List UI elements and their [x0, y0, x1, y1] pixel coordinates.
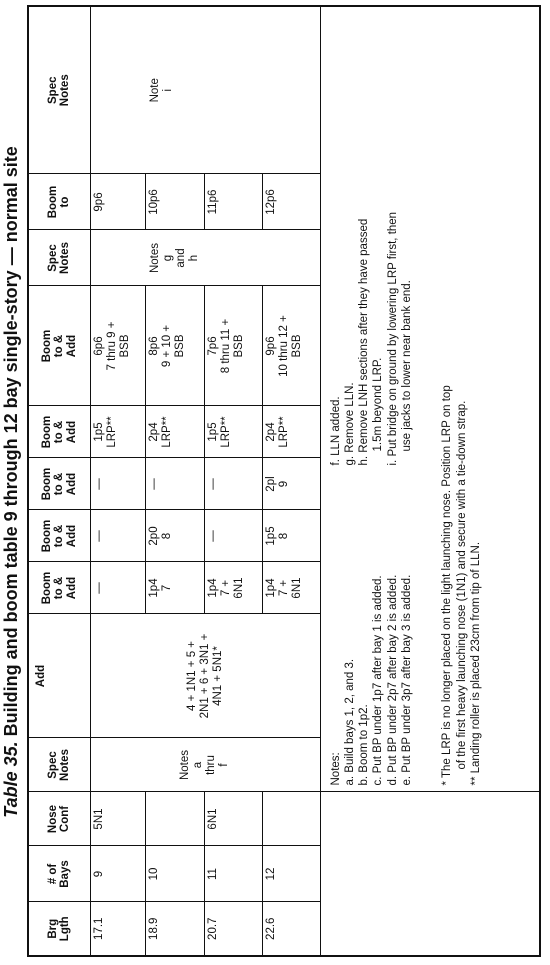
cell-boom-to-add	[145, 562, 204, 614]
notes-right-column	[329, 96, 415, 486]
notes-left-column	[329, 486, 415, 786]
note-line: e. Put BP under 3p7 after bay 3 is added.	[400, 574, 413, 786]
cell-line: 7 +	[277, 579, 290, 597]
header-boom-to-add	[28, 562, 90, 614]
cell-line: 9	[277, 480, 290, 488]
cell-line: Spec	[46, 76, 59, 104]
cell-line: h	[187, 254, 200, 262]
note-line: f. LLN added.	[329, 396, 342, 466]
cell-nose-conf: 6N1	[204, 792, 262, 846]
cell-line: 2pl	[264, 476, 277, 492]
cell-boom-to-add	[90, 406, 145, 458]
cell-line: 1p4	[206, 578, 219, 598]
cell-nose-conf: 5N1	[90, 792, 145, 846]
cell-boom-to-add	[90, 510, 145, 562]
footnote-line: * The LRP is no longer placed on the light launching nose. Position LRP on top	[441, 385, 454, 786]
notes-blank-cell	[320, 792, 540, 956]
cell-line: Nose	[46, 804, 59, 834]
cell-line: to	[59, 196, 72, 208]
cell-line: 7p6	[206, 336, 219, 356]
cell-line: Lgth	[59, 916, 72, 942]
header-row	[28, 6, 90, 956]
cell-line: Boom	[46, 185, 59, 219]
cell-line: —	[147, 478, 160, 490]
note-line: g. Remove LLN.	[343, 382, 356, 466]
notes-row	[320, 6, 540, 956]
cell-spec-notes-merged	[90, 230, 320, 286]
cell-line: Note	[148, 78, 161, 103]
cell-line: LRP**	[277, 416, 290, 448]
cell-line: BSB	[290, 334, 303, 358]
cell-boom-to-add	[90, 562, 145, 614]
cell-boom-to-add	[145, 406, 204, 458]
cell-boom-to-add	[204, 286, 262, 406]
cell-boom-to: 11p6	[204, 174, 262, 230]
cell-line: Spec	[46, 751, 59, 779]
note-line: use jacks to lower near bank end.	[400, 280, 413, 452]
header-spec-notes	[28, 6, 90, 174]
cell-line: 2N1 + 6 + 3N1 +	[198, 633, 211, 719]
cell-line: Notes	[59, 74, 72, 107]
header-add	[28, 614, 90, 738]
cell-line: to &	[53, 420, 65, 444]
cell-line: Add	[65, 472, 78, 496]
header-spec-notes	[28, 738, 90, 792]
footnote-line: ** Landing roller is placed 23cm from tip of LLN.	[469, 541, 482, 786]
cell-line: to &	[53, 334, 65, 358]
header-brg-lgth	[28, 902, 90, 956]
note-line: c. Put BP under 1p7 after bay 1 is added.	[372, 575, 385, 786]
cell-line: 4N1 + 5N1*	[211, 646, 224, 706]
cell-num-bays: 10	[145, 846, 204, 902]
cell-num-bays: 11	[204, 846, 262, 902]
cell-line: # of	[46, 863, 59, 885]
cell-brg-lgth: 20.7	[204, 902, 262, 956]
cell-line: thru	[205, 755, 217, 775]
cell-line: Notes	[59, 242, 72, 274]
cell-boom-to-add	[204, 562, 262, 614]
header-boom-to	[28, 174, 90, 230]
cell-brg-lgth: 22.6	[262, 902, 320, 956]
cell-line: f	[218, 763, 230, 767]
cell-line: 8	[160, 532, 173, 540]
cell-line: LRP**	[105, 416, 118, 448]
cell-boom-to: 9p6	[90, 174, 145, 230]
cell-add-merged	[90, 614, 320, 738]
note-line: a. Build bays 1, 2, and 3.	[343, 658, 356, 786]
cell-boom-to-add	[204, 510, 262, 562]
table-title	[1, 7, 22, 957]
cell-brg-lgth: 17.1	[90, 902, 145, 956]
cell-line: —	[206, 478, 219, 490]
cell-line: Boom	[40, 571, 53, 605]
cell-boom-to-add	[262, 286, 320, 406]
cell-line: Add	[65, 420, 78, 444]
cell-nose-conf	[145, 792, 204, 846]
cell-boom-to-add	[90, 458, 145, 510]
cell-boom-to-add	[90, 286, 145, 406]
cell-boom-to-add	[204, 458, 262, 510]
cell-boom-to-add	[145, 286, 204, 406]
cell-boom-to-add	[145, 458, 204, 510]
cell-line: Boom	[40, 329, 53, 363]
cell-line: 8	[277, 532, 290, 540]
cell-line: 6N1	[232, 577, 245, 599]
notes-cell	[320, 6, 540, 792]
cell-line: g	[161, 254, 174, 262]
cell-boom-to-add	[204, 406, 262, 458]
note-line: 1.5m beyond LRP.	[372, 357, 385, 452]
cell-line: 1p5	[264, 526, 277, 546]
cell-line: i	[161, 88, 174, 92]
cell-line: Notes	[59, 749, 72, 781]
cell-line: BSB	[173, 334, 186, 358]
cell-line: Bays	[59, 860, 72, 888]
cell-line: LRP**	[219, 416, 232, 448]
cell-line: 7 thru 9 +	[105, 321, 118, 371]
cell-line: BSB	[118, 334, 131, 358]
cell-num-bays: 9	[90, 846, 145, 902]
cell-boom-to: 10p6	[145, 174, 204, 230]
cell-line: Add	[35, 664, 47, 688]
cell-line: to &	[53, 472, 65, 496]
cell-line: 7	[160, 584, 173, 592]
cell-boom-to: 12p6	[262, 174, 320, 230]
cell-line: Boom	[40, 415, 53, 449]
cell-boom-to-add	[145, 510, 204, 562]
cell-spec-notes-merged	[90, 6, 320, 174]
cell-nose-conf	[262, 792, 320, 846]
note-line: b. Boom to 1p2.	[358, 704, 371, 786]
cell-line: —	[206, 530, 219, 542]
footnotes	[440, 7, 483, 786]
header-boom-to-add	[28, 458, 90, 510]
cell-line: 4 + 1N1 + 5 +	[185, 641, 198, 712]
cell-line: 8p6	[147, 336, 160, 356]
notes-grid	[329, 7, 415, 786]
cell-line: and	[174, 248, 187, 268]
cell-line: 1p5	[92, 422, 105, 442]
cell-line: 6N1	[290, 577, 303, 599]
cell-line: 10 thru 12 +	[277, 315, 290, 377]
footnote-line: of the first heavy launching nose (1N1) and secure with a tie-down strap.	[455, 400, 468, 770]
cell-line: 6p6	[92, 336, 105, 356]
header-boom-to-add	[28, 406, 90, 458]
cell-line: LRP**	[160, 416, 173, 448]
table-caption: Building and boom table 9 through 12 bay single-story — normal site	[1, 146, 21, 737]
cell-line: 9p6	[264, 336, 277, 356]
cell-line: Boom	[40, 467, 53, 501]
header-nose-conf	[28, 792, 90, 846]
cell-line: to &	[53, 524, 65, 548]
cell-line: 8 thru 11 +	[219, 318, 232, 374]
cell-line: 2p4	[264, 422, 277, 442]
cell-boom-to-add	[262, 510, 320, 562]
cell-line: 7 +	[219, 579, 232, 597]
table-row	[90, 6, 145, 956]
cell-line: Conf	[59, 805, 72, 833]
header-spec-notes	[28, 230, 90, 286]
note-line: i. Put bridge on ground by lowering LRP first, then	[386, 211, 399, 466]
cell-line: Boom	[40, 519, 53, 553]
cell-line: 2p0	[147, 526, 160, 546]
note-line: h. Remove LNH sections after they have passed	[358, 218, 371, 466]
cell-line: a	[192, 761, 204, 769]
cell-line: Add	[65, 334, 78, 358]
header-boom-to-add	[28, 510, 90, 562]
cell-line: —	[92, 582, 105, 594]
cell-line: —	[92, 530, 105, 542]
cell-num-bays: 12	[262, 846, 320, 902]
cell-line: 2p4	[147, 422, 160, 442]
cell-line: Spec	[46, 244, 59, 272]
building-boom-table	[27, 5, 541, 957]
cell-line: 9 + 10 +	[160, 324, 173, 368]
cell-line: 1p4	[264, 578, 277, 598]
note-line: d. Put BP under 2p7 after bay 2 is added.	[386, 574, 399, 786]
cell-line: Brg	[46, 918, 59, 939]
cell-line: Notes	[179, 749, 191, 781]
cell-line: Notes	[148, 242, 161, 274]
cell-line: —	[92, 478, 105, 490]
cell-spec-notes-merged	[90, 738, 320, 792]
cell-line: to &	[53, 576, 65, 600]
header-boom-to-add	[28, 286, 90, 406]
cell-line: 1p4	[147, 578, 160, 598]
cell-brg-lgth: 18.9	[145, 902, 204, 956]
cell-boom-to-add	[262, 406, 320, 458]
notes-heading: Notes:	[329, 752, 342, 786]
cell-line: Add	[65, 576, 78, 600]
cell-line: 1p5	[206, 422, 219, 442]
header-num-bays	[28, 846, 90, 902]
cell-line: Add	[65, 524, 78, 548]
cell-boom-to-add	[262, 562, 320, 614]
cell-boom-to-add	[262, 458, 320, 510]
table-number: Table 35.	[1, 741, 21, 818]
cell-line: BSB	[232, 334, 245, 358]
